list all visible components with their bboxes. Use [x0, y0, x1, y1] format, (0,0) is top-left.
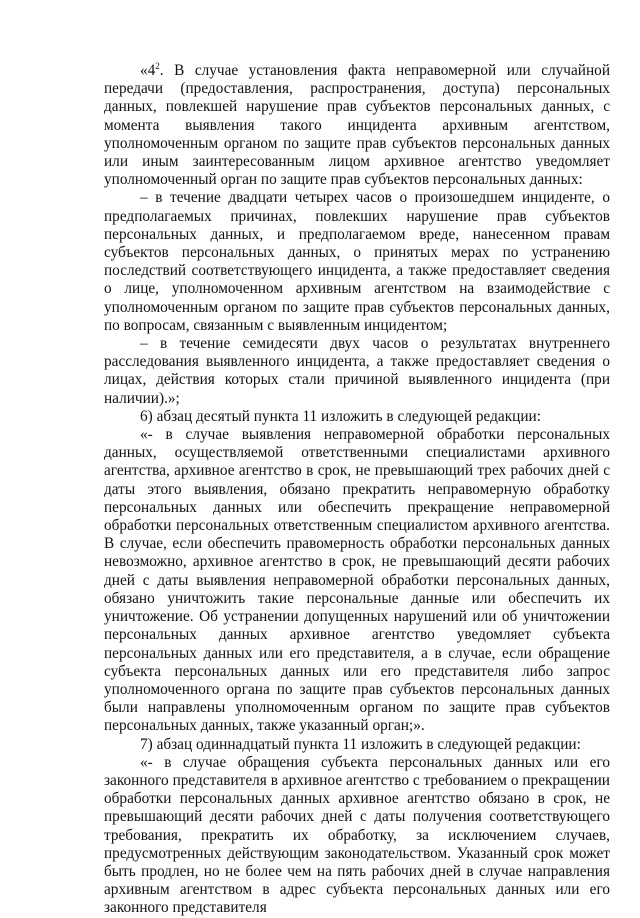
dash-item-24h: – в течение двадцати четырех часов о произошедшем инциденте, о предполагаемых причинах, повлекших нарушение прав субъектов персональных данных, и предполагаемом вреде, нанесенном правам субъектов персональных данных, о принятых мерах по устранению последствий соответствующего инцидента, а также предоставляет сведения о лице, уполномоченном архивным агентством на взаимодействие с уполномоченным органом по защите прав субъектов персональных данных, по вопросам, связанным с выявленным инцидентом;	[104, 189, 610, 334]
amendment-6-text: «- в случае выявления неправомерной обработки персональных данных, осуществляемой ответственными специалистами архивного агентства, архивное агентство в срок, не превышающий трех рабочих дней с даты этого выявления, обязано прекратить неправомерную обработку персональных данных или обеспечить прекращение неправомерной обработки персональных ответственным специалистом архивного агентства. В случае, если обеспечить правомерность обработки персональных данных невозможно, архивное агентство в срок, не превышающий десяти рабочих дней с даты выявления неправомерной обработки персональных данных, обязано уничтожить такие персональные данные или обеспечить их уничтожение. Об устранении допущенных нарушений или об уничтожении персональных данных архивное агентство уведомляет субъекта персональных данных или его представителя, а в случае, если обращение субъекта персональных данных или его представителя либо запрос уполномоченного органа по защите прав субъектов персональных данных были направлены уполномоченным органом по защите прав субъектов персональных данных, также указанный орган;».	[104, 426, 610, 735]
amendment-7-text: «- в случае обращения субъекта персональных данных или его законного представителя в архивное агентство с требованием о прекращении обработки персональных данных архивное агентство обязано в срок, не превышающий десяти рабочих дней с даты получения соответствующего требования, прекратить их обработку, за исключением случаев, предусмотренных действующим законодательством. Указанный срок может быть продлен, но не более чем на пять рабочих дней в случае направления архивным агентством в адрес субъекта персональных данных или его законного представителя	[104, 753, 610, 917]
paragraph-4-2	[104, 62, 610, 189]
amendment-6-heading: 6) абзац десятый пункта 11 изложить в следующей редакции:	[140, 407, 541, 425]
document-page	[104, 62, 610, 918]
quote-open: «4	[140, 62, 156, 79]
paragraph-text: . В случае установления факта неправомерной или случайной передачи (предоставления, распространения, доступа) персональных данных, повлекшей нарушение прав субъектов персональных данных, с момента выявления такого инцидента архивным агентством, уполномоченным органом по защите прав субъектов персональных данных или иным заинтересованным лицом архивное агентство уведомляет уполномоченный орган по защите прав субъектов персональных данных:	[104, 62, 610, 189]
dash-item-72h: – в течение семидесяти двух часов о результатах внутреннего расследования выявленного инцидента, а также предоставляет сведения о лицах, действия которых стали причиной выявленного инцидента (при наличии).»;	[104, 335, 610, 407]
superscript: 2	[155, 60, 160, 71]
amendment-7-heading: 7) абзац одиннадцатый пункта 11 изложить в следующей редакции:	[140, 735, 581, 753]
